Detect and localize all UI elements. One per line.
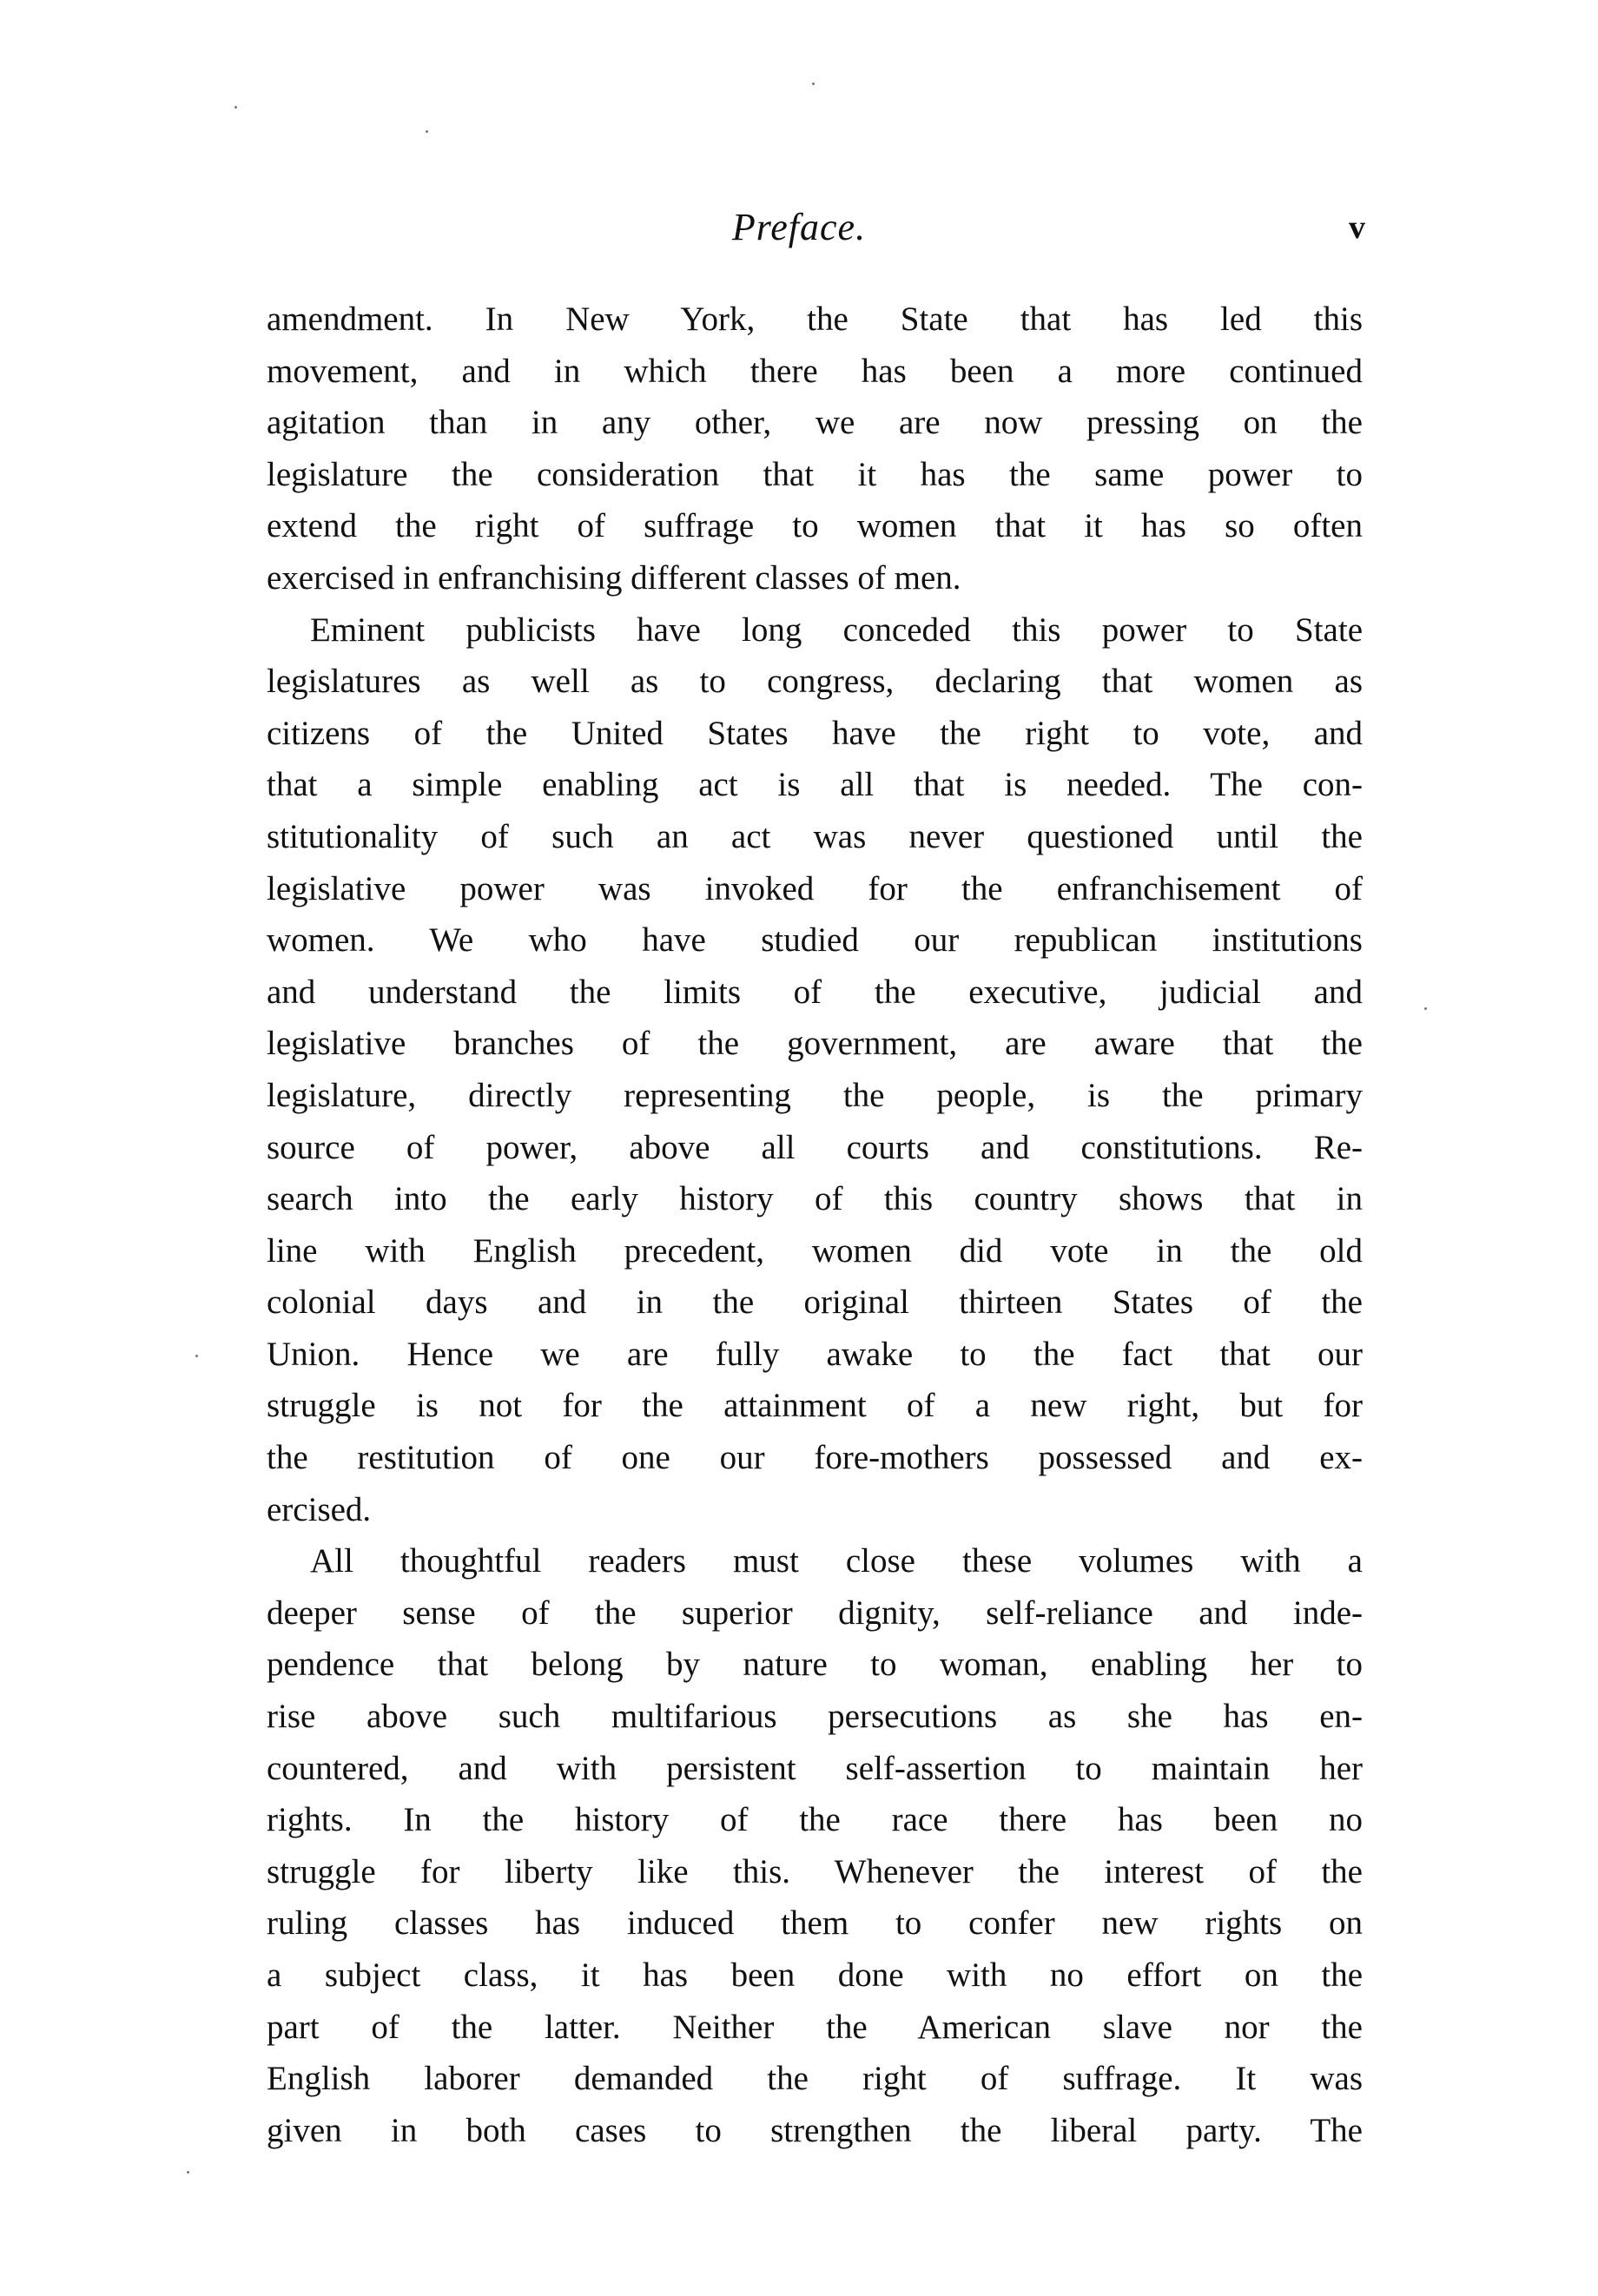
text-line: movement, and in which there has been a more continued — [267, 352, 1363, 390]
text-line: search into the early history of this country shows that in — [267, 1180, 1363, 1218]
scan-speck — [234, 106, 237, 109]
text-line: the restitution of one our fore-mothers possessed and ex- — [267, 1439, 1363, 1477]
text-line: part of the latter. Neither the American slave nor the — [267, 2008, 1363, 2046]
scan-speck — [187, 2171, 189, 2174]
paragraph — [267, 1535, 1363, 2156]
text-line: pendence that belong by nature to woman, enabling her to — [267, 1646, 1363, 1684]
text-line: agitation than in any other, we are now pressing on the — [267, 404, 1363, 442]
text-line: All thoughtful readers must close these volumes with a — [310, 1542, 1363, 1580]
text-line: exercised in enfranchising different classes of men. — [267, 558, 961, 597]
text-line: a subject class, it has been done with no effort on the — [267, 1956, 1363, 1994]
text-line: given in both cases to strengthen the liberal party. The — [267, 2111, 1363, 2149]
text-line: amendment. In New York, the State that has led this — [267, 300, 1363, 338]
text-line: rise above such multifarious persecutions as she has en- — [267, 1698, 1363, 1736]
text-line: colonial days and in the original thirteen States of the — [267, 1283, 1363, 1322]
scan-speck — [195, 1355, 198, 1357]
text-line: legislature the consideration that it has the same power to — [267, 455, 1363, 493]
body-text — [267, 294, 1363, 2156]
text-line: source of power, above all courts and constitutions. Re- — [267, 1128, 1363, 1166]
text-line: legislative branches of the government, are aware that the — [267, 1025, 1363, 1063]
text-line: line with English precedent, women did vote in the old — [267, 1231, 1363, 1270]
text-line: countered, and with persistent self-assertion to maintain her — [267, 1749, 1363, 1787]
text-line: women. We who have studied our republican institutions — [267, 921, 1363, 960]
scan-speck — [1424, 1007, 1427, 1010]
page-number: v — [1349, 209, 1365, 246]
scan-speck — [812, 82, 815, 85]
text-line: English laborer demanded the right of suffrage. It was — [267, 2060, 1363, 2098]
text-line: citizens of the United States have the right to vote, and — [267, 714, 1363, 752]
text-line: ercised. — [267, 1490, 372, 1528]
text-line: ruling classes has induced them to confer new rights on — [267, 1904, 1363, 1943]
running-header-title: Preface. — [731, 206, 867, 248]
text-line: struggle is not for the attainment of a new right, but for — [267, 1387, 1363, 1425]
text-line: and understand the limits of the executive, judicial and — [267, 973, 1363, 1011]
text-line: that a simple enabling act is all that is needed. The con- — [267, 766, 1363, 804]
paragraph — [267, 604, 1363, 1536]
text-line: legislature, directly representing the people, is the primary — [267, 1076, 1363, 1114]
text-line: legislatures as well as to congress, declaring that women as — [267, 663, 1363, 701]
text-line: struggle for liberty like this. Whenever the interest of the — [267, 1852, 1363, 1890]
text-line: rights. In the history of the race there has been no — [267, 1801, 1363, 1839]
text-line: extend the right of suffrage to women that it has so often — [267, 507, 1363, 545]
paragraph — [267, 294, 1363, 604]
text-line: stitutionality of such an act was never questioned until the — [267, 817, 1363, 855]
text-line: deeper sense of the superior dignity, self-reliance and inde- — [267, 1593, 1363, 1632]
scan-speck — [426, 130, 428, 133]
text-line: Eminent publicists have long conceded this power to State — [310, 610, 1363, 649]
text-line: legislative power was invoked for the enfranchisement of — [267, 869, 1363, 907]
text-line: Union. Hence we are fully awake to the fact that our — [267, 1335, 1363, 1373]
